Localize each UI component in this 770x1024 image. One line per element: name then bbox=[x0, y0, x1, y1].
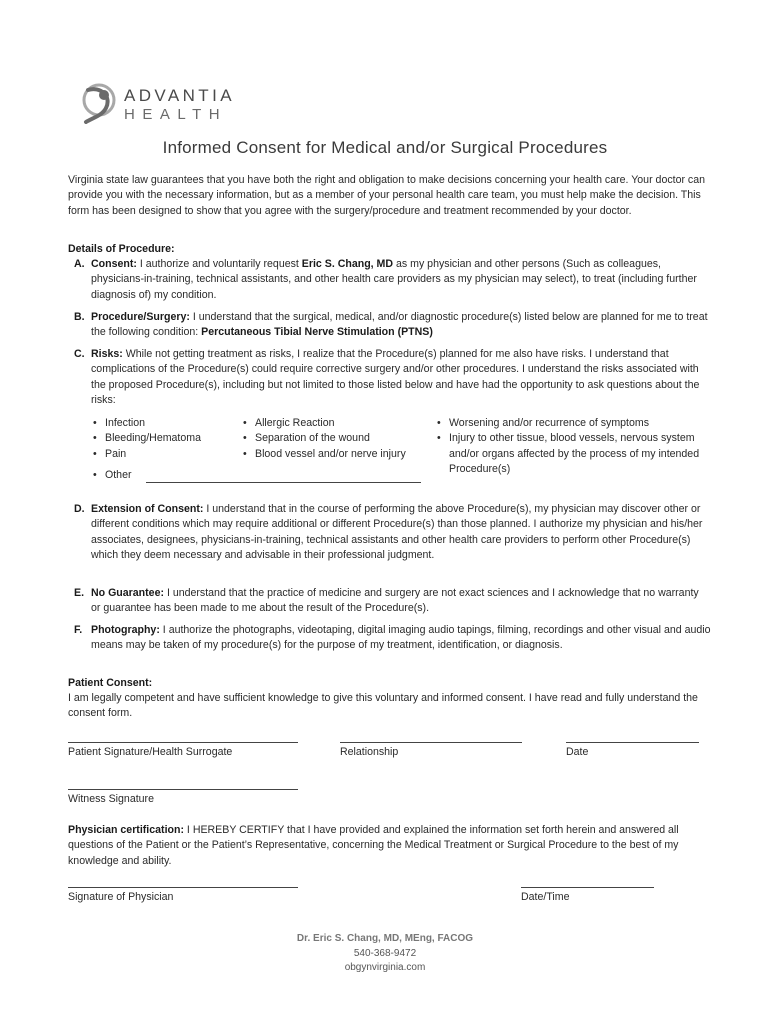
physician-signature-label: Signature of Physician bbox=[68, 891, 174, 903]
physician-name: Eric S. Chang, MD bbox=[301, 258, 394, 270]
datetime-line[interactable] bbox=[521, 887, 654, 888]
list-item: • Bleeding/Hematoma bbox=[93, 431, 233, 446]
physician-signature-line[interactable] bbox=[68, 887, 298, 888]
details-heading: Details of Procedure: bbox=[68, 243, 175, 255]
risk-other-label: • Other bbox=[93, 468, 132, 483]
section-d-text: Extension of Consent: I understand that in the course of performing the above Procedure(s), my physician may discover other or different conditions which may require additional or different Procedure(s) than those planned. I authorize my physician and his/her associates, designees, physicians-in-training, technical assistants and other health care providers to perform other Procedure(s) which they deem necessary and advisable in their professional judgment. bbox=[91, 503, 703, 562]
risk-list-col3 bbox=[437, 416, 702, 478]
footer-website[interactable]: obgynvirginia.com bbox=[344, 962, 426, 973]
date-label: Date bbox=[566, 746, 589, 758]
section-f-letter: F. bbox=[74, 624, 83, 636]
risk-other bbox=[93, 468, 132, 483]
logo bbox=[82, 82, 252, 126]
list-item: • Worsening and/or recurrence of symptoms bbox=[437, 416, 702, 431]
footer-phone: 540-368-9472 bbox=[353, 948, 417, 959]
section-b-text: Procedure/Surgery: I understand that the surgical, medical, and/or diagnostic procedure(s) listed below are planned for me to treat the following condition: Percutaneous Tibial Nerve Stimulation (PTNS) bbox=[91, 311, 708, 339]
datetime-label: Date/Time bbox=[521, 891, 570, 903]
risk-list-col2 bbox=[243, 416, 433, 462]
page-title: Informed Consent for Medical and/or Surgical Procedures bbox=[162, 138, 608, 157]
intro-paragraph: Virginia state law guarantees that you have both the right and obligation to make decisions concerning your health care. Your doctor can provide you with the necessary information, but as a member of your personal health care team, you must help make the decision. This form has been designed to show that you agree with the surgery/procedure and treatment recommended by your doctor. bbox=[68, 174, 706, 217]
patient-consent-heading: Patient Consent: bbox=[68, 677, 153, 689]
patient-consent-text: I am legally competent and have sufficient knowledge to give this voluntary and informed consent. I have read and fully understand the consent form. bbox=[68, 692, 698, 720]
condition-name: Percutaneous Tibial Nerve Stimulation (PTNS) bbox=[201, 326, 433, 339]
witness-signature-label: Witness Signature bbox=[68, 793, 154, 805]
physician-certification-heading: Physician certification: bbox=[68, 824, 184, 836]
list-item: • Pain bbox=[93, 447, 233, 462]
logo-word-health: HEALTH bbox=[124, 106, 228, 123]
logo-word-advantia: ADVANTIA bbox=[124, 86, 235, 105]
date-line[interactable] bbox=[566, 742, 699, 743]
physician-certification-text: Physician certification: I HEREBY CERTIFY that I have provided and explained the information set forth herein and answered all questions of the Patient or the Patient’s Representative, concerning the Medical Treatment or Surgical Procedure to the best of my knowledge and ability. bbox=[68, 824, 679, 867]
list-item: • Injury to other tissue, blood vessels, nervous system and/or organs affected by the process of my intended Procedure(s) bbox=[437, 431, 702, 477]
section-a-label: Consent: bbox=[91, 258, 137, 270]
section-f-label: Photography: bbox=[91, 624, 160, 636]
section-e-label: No Guarantee: bbox=[91, 587, 164, 599]
section-a-letter: A. bbox=[74, 258, 85, 270]
relationship-line[interactable] bbox=[340, 742, 522, 743]
section-b-letter: B. bbox=[74, 311, 85, 323]
section-a-text: Consent: I authorize and voluntarily request Eric S. Chang, MD as my physician and other persons (Such as colleagues, physicians-in-training, technical assistants, and other health care providers as my physician may select), to treat (including further diagnosis of) my condition. bbox=[91, 258, 697, 301]
patient-signature-label: Patient Signature/Health Surrogate bbox=[68, 746, 233, 758]
relationship-label: Relationship bbox=[340, 746, 399, 758]
witness-signature-line[interactable] bbox=[68, 789, 298, 790]
section-c-letter: C. bbox=[74, 348, 85, 360]
list-item: • Infection bbox=[93, 416, 233, 431]
list-item: • Separation of the wound bbox=[243, 431, 433, 446]
footer-physician-name: Dr. Eric S. Chang, MD, MEng, FACOG bbox=[296, 933, 474, 944]
advantia-logo-icon bbox=[82, 82, 120, 124]
section-e-text: No Guarantee: I understand that the practice of medicine and surgery are not exact sciences and I acknowledge that no warranty or guarantee has been made to me about the result of the Procedure(s). bbox=[91, 587, 699, 615]
section-c-text: Risks: While not getting treatment as risks, I realize that the Procedure(s) planned for me also have risks. I understand that complications of the Procedure(s) could require corrective surgery and/or other procedures. I understand the risks associated with the proposed Procedure(s), including but not limited to those listed below and have had the opportunity to ask questions about the risks: bbox=[91, 348, 700, 407]
patient-signature-line[interactable] bbox=[68, 742, 298, 743]
section-d-letter: D. bbox=[74, 503, 85, 515]
list-item: • Blood vessel and/or nerve injury bbox=[243, 447, 433, 462]
list-item: • Allergic Reaction bbox=[243, 416, 433, 431]
section-b-label: Procedure/Surgery: bbox=[91, 311, 190, 323]
risk-list-col1 bbox=[93, 416, 233, 462]
section-e-letter: E. bbox=[74, 587, 85, 599]
section-f-text: Photography: I authorize the photographs, videotaping, digital imaging audio tapings, filming, recordings and other visual and audio means may be taken of my procedure(s) for the purpose of my treatment, identification, or diagnosis. bbox=[91, 624, 711, 652]
risk-other-input-line[interactable] bbox=[146, 482, 421, 483]
section-c-label: Risks: bbox=[91, 348, 123, 360]
section-d-label: Extension of Consent: bbox=[91, 503, 204, 515]
